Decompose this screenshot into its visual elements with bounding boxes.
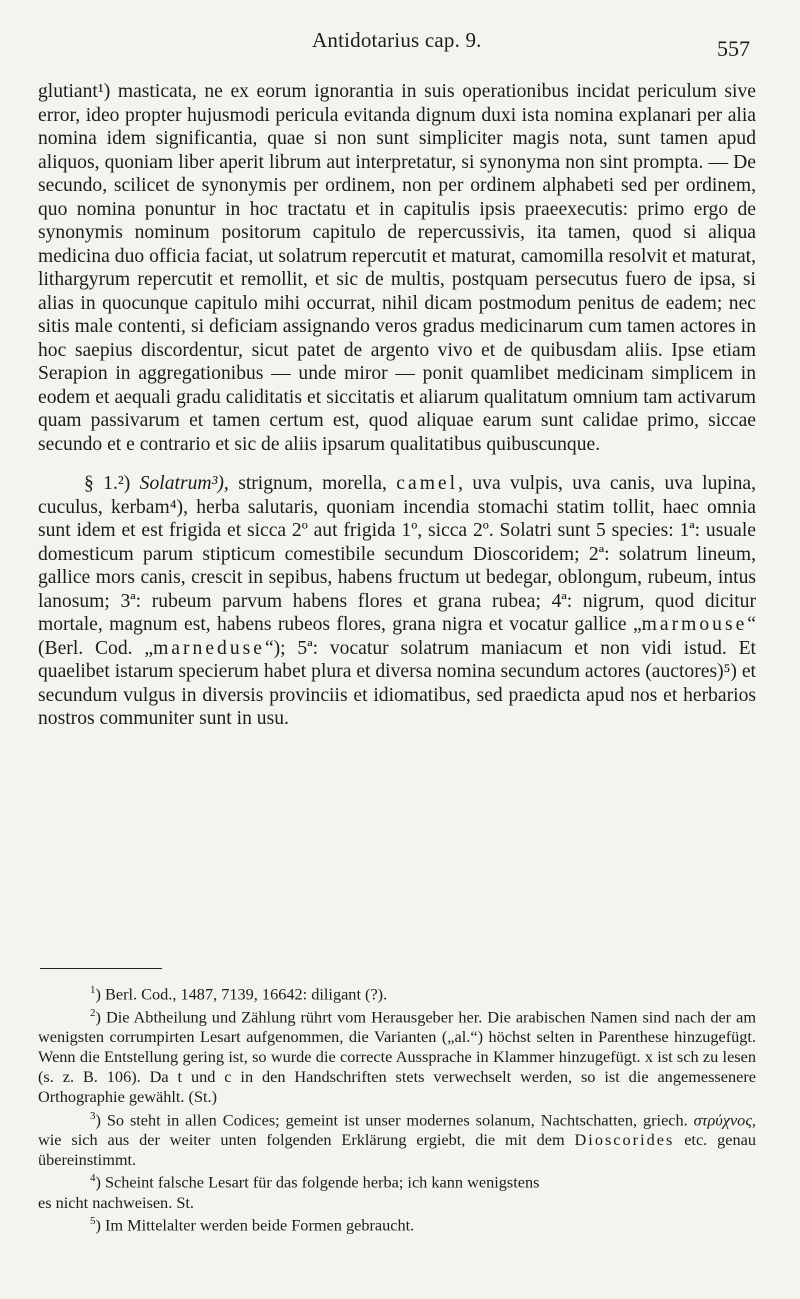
page-number: 557 [717, 36, 750, 61]
footnote-text: Im Mittelalter werden beide Formen gebraucht. [105, 1215, 415, 1235]
greek-word: στρύχνος [693, 1110, 752, 1130]
spaced-term: marneduse [153, 637, 265, 659]
section-text: “ (Berl. Cod. „ [38, 614, 756, 659]
footnote-continuation [38, 1193, 756, 1213]
footnote-text: Berl. Cod., 1487, 7139, 16642: diligant (?). [105, 984, 388, 1004]
footnote-text: es nicht nachweisen. St. [38, 1192, 194, 1212]
footnote-marker: 4 [90, 1172, 96, 1185]
footnotes [38, 981, 756, 1236]
footnote: $^1$) Berl. Cod., 1487, 7139, 16642: diligant (?). [90, 984, 388, 1004]
section-text: , strignum, morella, [223, 473, 397, 494]
footnote: $^3$) So steht in allen Codices; gemeint ist unser modernes solanum, Nachtschatten, griech. στρύχνος, wie sich aus der weiter unten folgenden Erklärung ergiebt, die mit dem Dioscorides etc. genau übereinstimmt. [38, 1109, 757, 1169]
footnote-divider [40, 968, 162, 969]
spaced-term: marmouse [641, 614, 748, 635]
footnote: $^4$) Scheint falsche Lesart für das folgende herba; ich kann wenigstens [90, 1172, 540, 1192]
footnote-marker: 1 [90, 984, 96, 996]
section-paragraph [38, 472, 756, 731]
section-text: “); 5ª: vocatur solatrum maniacum et non vidi istud. Et quaelibet istarum specierum habet plura et diversa nomina secundum actores (auctores)⁵) et secundum vulgus in diversis provinciis et idiomatibus, sed praedicta apud nos et herbarios nostros communiter sunt in usu. [38, 637, 756, 729]
footnote-text: , wie sich aus der weiter unten folgenden Erklärung ergiebt, die mit dem [38, 1110, 756, 1149]
paragraph: glutiant¹) masticata, ne ex eorum ignorantia in suis operationibus incidat periculum sive error, ideo propter hujusmodi pericula evitanda dignum duxi ista nomina explanari per alia nomina idem significantia, quae si non sunt simpliciter magis nota, sunt tamen apud aliquos, quoniam liber aperit librum aut interpretatur, si synonyma non sint prompta. — De secundo, scilicet de synonymis per ordinem, non per ordinem alphabeti sed per ordinem, quo nomina ponuntur in hoc tractatu et in capitulis ipsis praeexecutis: primo ergo de synonymis nominum positorum capitulo de repercussivis, ita tamen, quod si aliqua medicina duo officia faciat, ut solatrum repercutit et maturat, camomilla resolvit et maturat, lithargyrum repercutit et remollit, et sic de multis, postquam persecutus fuero de ipsa, si alias in quocunque capitulo mihi occurrat, nihil dicam postmodum penitus de eadem; nec sitis male contenti, si deficiam assignando veros gradus medicinarum cum tamen actores in hoc saepius discordentur, sicut patet de argento vivo et de quibusdam aliis. Ipse etiam Serapion in aggregationibus — unde miror — ponit quamlibet medicinam simplicem in eodem et aequali gradu caliditatis et siccitatis et aliarum qualitatum omnium tam activarum quam passivarum et tamen certum est, quod aliquae earum sunt calidae primo, siccae secundo et e contrario et sic de aliis ipsarum qualitatibus quibuscunque. [38, 81, 756, 455]
footnote-marker: 3 [90, 1109, 96, 1122]
spaced-term: camel [396, 473, 459, 494]
footnote-text: Scheint falsche Lesart für das folgende herba; ich kann wenigstens [105, 1172, 540, 1192]
footnote-text: etc. genau übereinstimmt. [38, 1129, 757, 1169]
spaced-term: Dioscorides [574, 1129, 675, 1149]
footnote: $^5$) Im Mittelalter werden beide Formen gebraucht. [90, 1215, 415, 1235]
running-title: Antidotarius cap. 9. [312, 28, 482, 52]
footnote-text: So steht in allen Codices; gemeint ist unser modernes solanum, Nachtschatten, griech. [106, 1110, 694, 1130]
page-header [0, 28, 800, 62]
footnote-marker: 2 [90, 1007, 96, 1020]
footnote: $^2$) Die Abtheilung und Zählung rührt vom Herausgeber her. Die arabischen Namen sind nach der am wenigsten corrumpirten Lesart aufgenommen, die Varianten („al.“) höchst selten in Parenthese hinzugefügt. Wenn die Entstellung gering ist, so wurde die correcte Aussprache in Klammer hinzugefügt. x ist sch zu lesen (s. z. B. 106). Da t und c in den Handschriften stets verwechselt werden, so ist die angemessenere Orthographie gewählt. (St.) [38, 1007, 756, 1106]
footnote-marker: 5 [90, 1215, 96, 1228]
section-title: Solatrum³) [139, 473, 224, 494]
main-text [38, 80, 756, 731]
section-number: § 1.²) [84, 473, 131, 494]
section-text: , uva vulpis, uva canis, uva lupina, cuculus, kerbam⁴), herba salutaris, quoniam incendia stomachi statim tollit, haec omnia sunt idem et est frigida et sicca 2º aut frigida 1º, sicca 2º. Solatri sunt 5 species: 1ª: usuale domesticum parum stipticum comestibile secundum Dioscoridem; 2ª: solatrum lineum, gallice mors canis, crescit in sepibus, habens fructum ut bedegar, oblongum, rubeum, intus lanosum; 3ª: rubeum parvum habens flores et grana rubea; 4ª: nigrum, quod dicitur mortale, magnum est, habens rubeos flores, grana nigra et vocatur gallice „ [38, 473, 756, 635]
footnote-text: Die Abtheilung und Zählung rührt vom Herausgeber her. Die arabischen Namen sind nach der am wenigsten corrumpirten Lesart aufgenommen, die Varianten („al.“) höchst selten in Parenthese hinzugefügt. Wenn die Entstellung gering ist, so wurde die correcte Aussprache in Klammer hinzugefügt. x ist sch zu lesen (s. z. B. 106). Da t und c in den Handschriften stets verwechselt werden, so ist die angemessenere Orthographie gewählt. (St.) [38, 1007, 756, 1106]
